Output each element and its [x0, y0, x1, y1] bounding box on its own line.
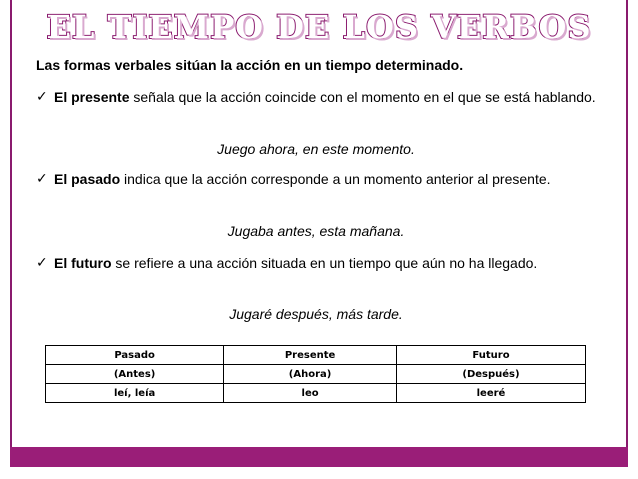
table-row [46, 384, 586, 403]
item-description: señala que la acción coincide con el momento en el que se está hablando. [129, 89, 596, 105]
right-frame-line [626, 0, 628, 448]
slide-title: EL TIEMPO DE LOS VERBOS [46, 8, 592, 46]
item-text [36, 254, 596, 273]
item-past [36, 170, 596, 189]
example-past: Jugaba antes, esta mañana. [227, 223, 405, 239]
table-cell: (Ahora) [224, 365, 397, 384]
table-cell: leí, leía [46, 384, 224, 403]
table-cell: leeré [396, 384, 585, 403]
checkmark-icon: ✓ [36, 255, 48, 271]
checkmark-icon: ✓ [36, 171, 48, 187]
verb-tense-table [45, 345, 586, 403]
table-cell: (Después) [396, 365, 585, 384]
item-present [36, 88, 596, 107]
item-description: indica que la acción corresponde a un momento anterior al presente. [120, 171, 551, 187]
table-cell: Futuro [396, 346, 585, 365]
left-frame-line [10, 0, 12, 448]
item-text [36, 170, 596, 189]
table-cell: leo [224, 384, 397, 403]
checkmark-icon: ✓ [36, 89, 48, 105]
intro-sentence: Las formas verbales sitúan la acción en un tiempo determinado. [36, 57, 464, 73]
item-description: se refiere a una acción situada en un tiempo que aún no ha llegado. [111, 255, 538, 271]
item-text [36, 88, 596, 107]
item-future [36, 254, 596, 273]
bottom-accent-bar [10, 447, 628, 467]
item-term: El pasado [54, 171, 121, 187]
example-present: Juego ahora, en este momento. [217, 141, 415, 157]
item-term: El futuro [54, 255, 112, 271]
example-future: Jugaré después, más tarde. [229, 306, 403, 322]
table-cell: Presente [224, 346, 397, 365]
table-cell: Pasado [46, 346, 224, 365]
table-row [46, 365, 586, 384]
table-cell: (Antes) [46, 365, 224, 384]
table-row [46, 346, 586, 365]
item-term: El presente [54, 89, 130, 105]
